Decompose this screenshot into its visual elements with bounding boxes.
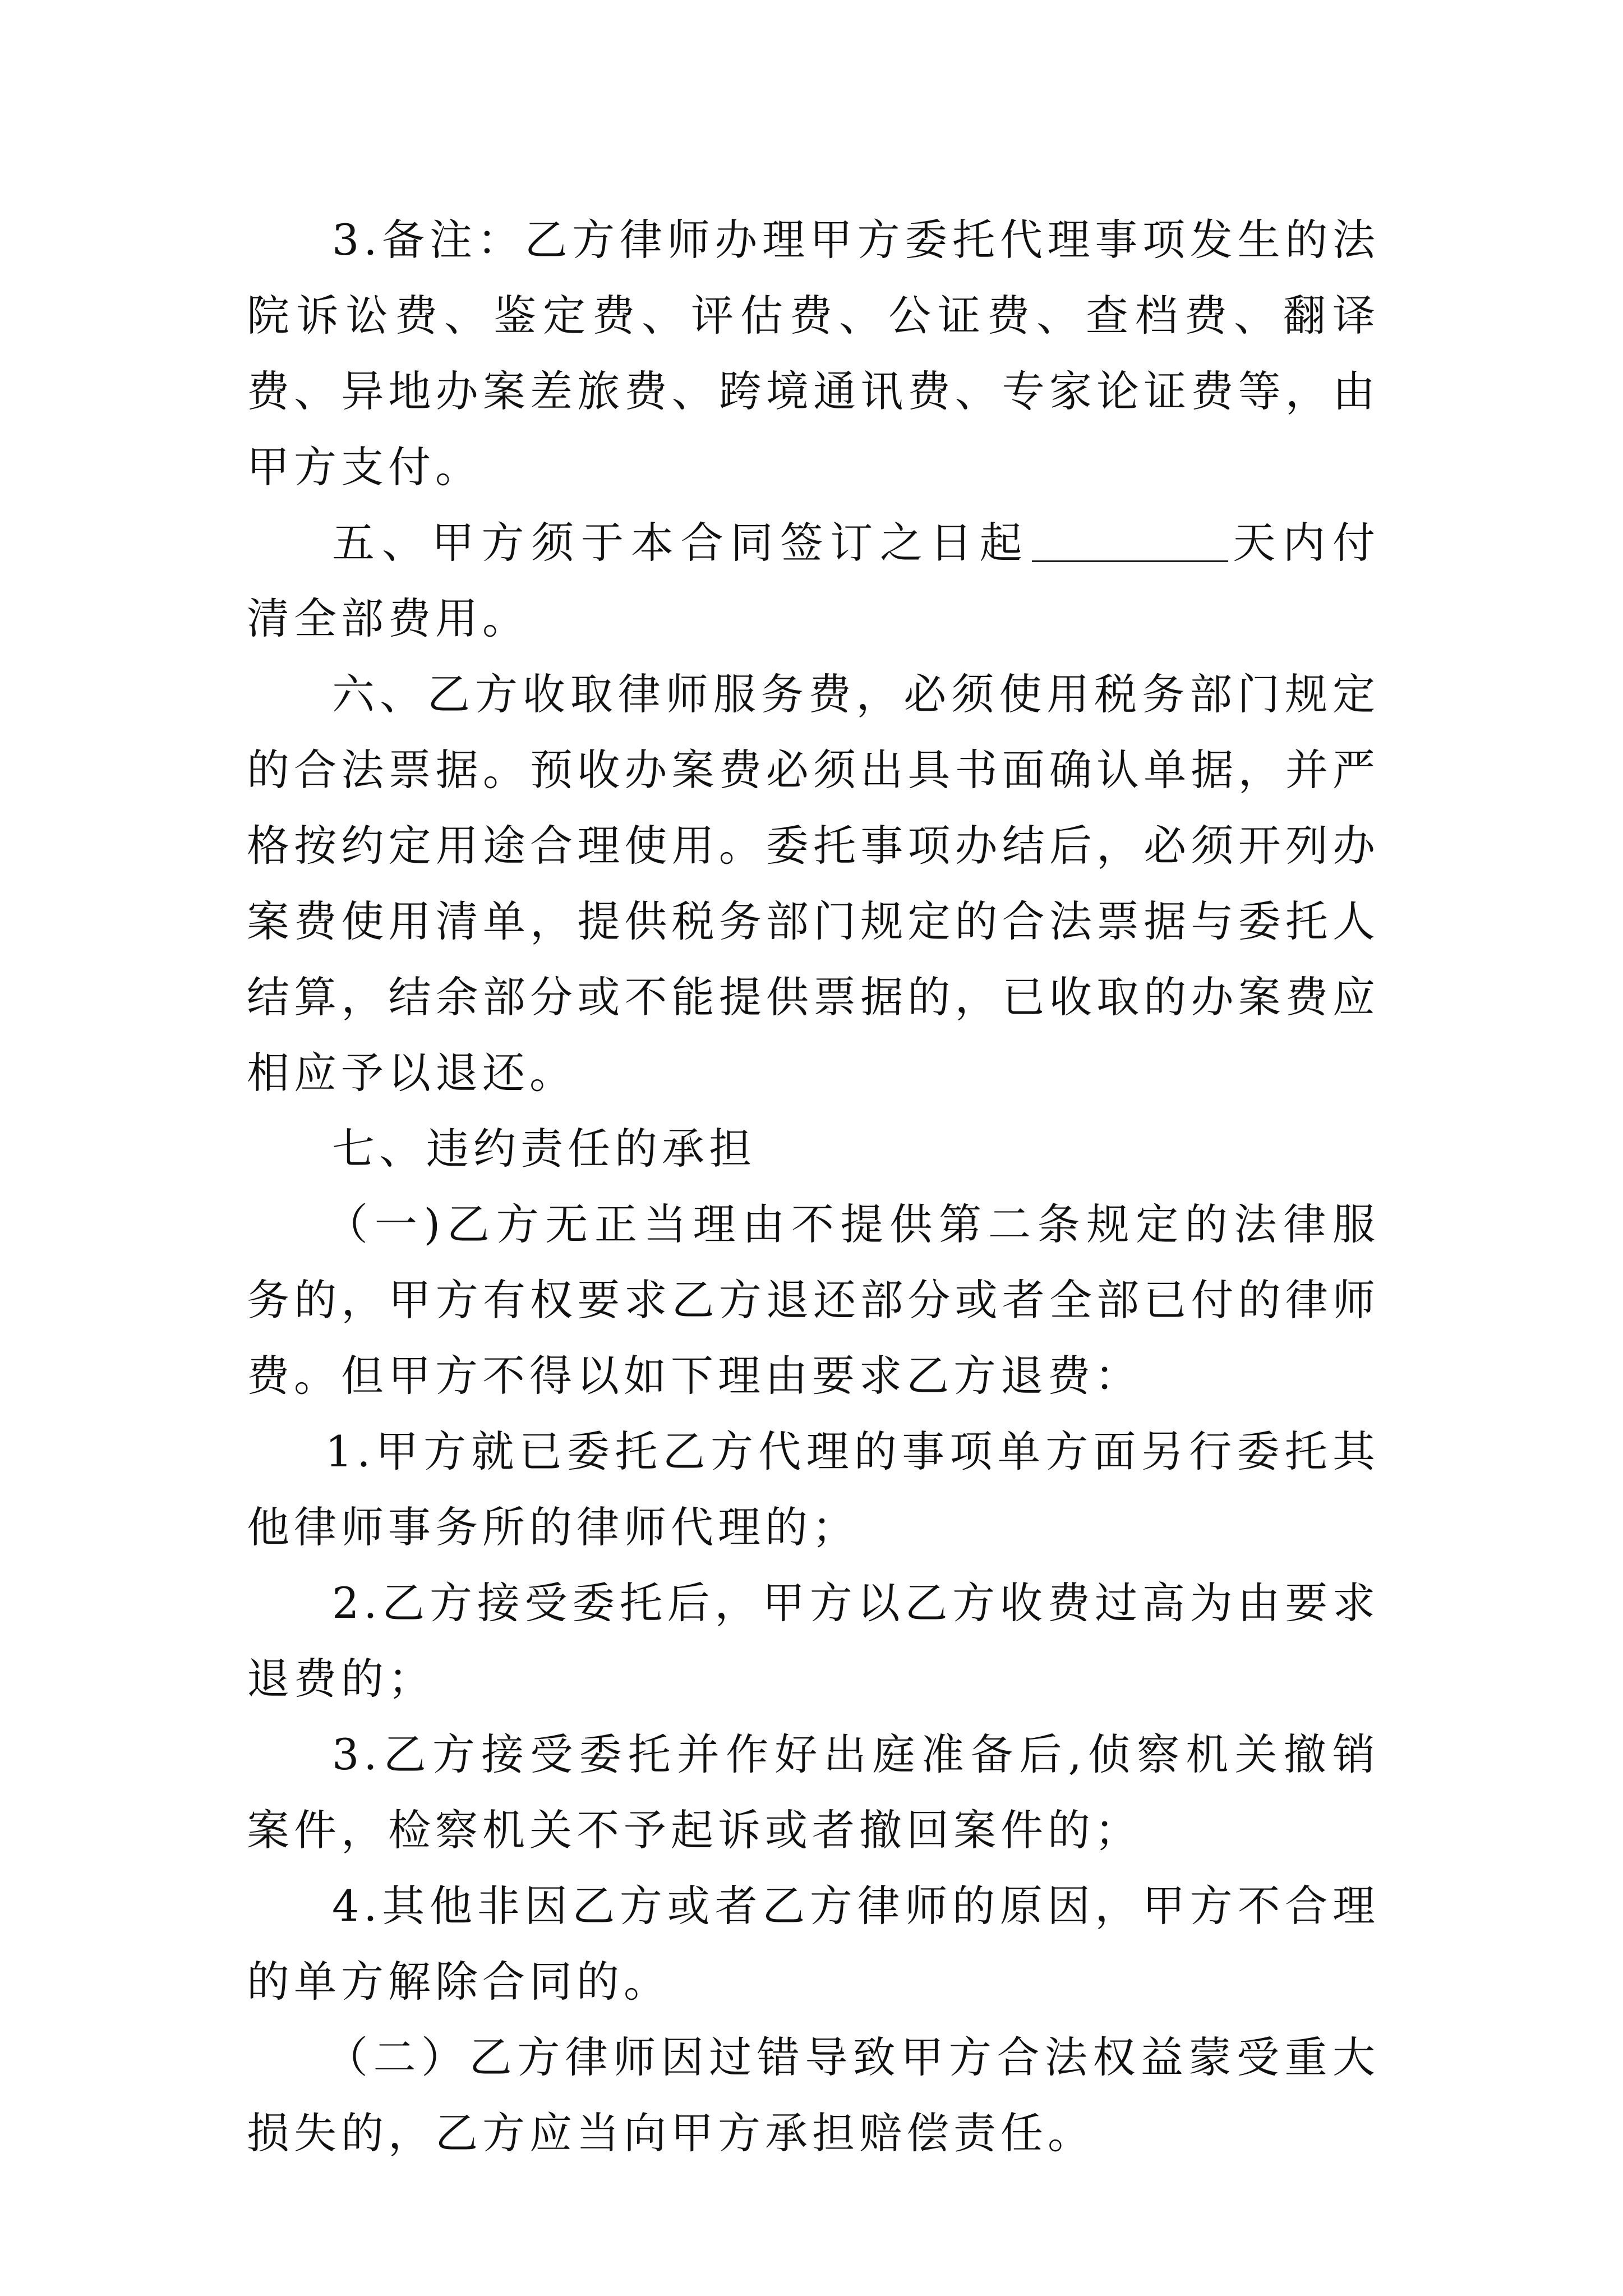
paragraph-note-3: 3.备注：乙方律师办理甲方委托代理事项发生的法院诉讼费、鉴定费、评估费、公证费、查档费、翻译费、异地办案差旅费、跨境通讯费、专家论证费等，由甲方支付。 xyxy=(247,215,1380,492)
paragraph-clause-6: 六、乙方收取律师服务费，必须使用税务部门规定的合法票据。预收办案费必须出具书面确认单据，并严格按约定用途合理使用。委托事项办结后，必须开列办案费使用清单，提供税务部门规定的合法票据与委托人结算，结余部分或不能提供票据的，已收取的办案费应相应予以退还。 xyxy=(247,669,1380,1098)
document-body xyxy=(247,202,1380,2171)
list-item-3: 3.乙方接受委托并作好出庭准备后,侦察机关撤销案件，检察机关不予起诉或者撤回案件的； xyxy=(247,1729,1380,1855)
paragraph-clause-5 xyxy=(247,505,1380,656)
section-heading-liability: 七、违约责任的承担 xyxy=(332,1124,756,1174)
list-item-4: 4.其他非因乙方或者乙方律师的原因，甲方不合理的单方解除合同的。 xyxy=(247,1881,1380,2007)
clause-5-text-after: 天内付清全部费用。 xyxy=(247,518,1380,643)
list-item-1: 1.甲方就已委托乙方代理的事项单方面另行委托其他律师事务所的律师代理的； xyxy=(247,1427,1380,1552)
paragraph-clause-7-2: （二）乙方律师因过错导致甲方合法权益蒙受重大损失的，乙方应当向甲方承担赔偿责任。 xyxy=(247,2032,1380,2158)
paragraph-clause-7-1: （一)乙方无正当理由不提供第二条规定的法律服务的，甲方有权要求乙方退还部分或者全部已付的律师费。但甲方不得以如下理由要求乙方退费： xyxy=(247,1199,1380,1401)
payment-days-blank xyxy=(1032,521,1228,562)
clause-5-text-before: 五、甲方须于本合同签订之日起 xyxy=(332,518,1030,568)
list-item-2: 2.乙方接受委托后，甲方以乙方收费过高为由要求退费的； xyxy=(247,1578,1380,1704)
